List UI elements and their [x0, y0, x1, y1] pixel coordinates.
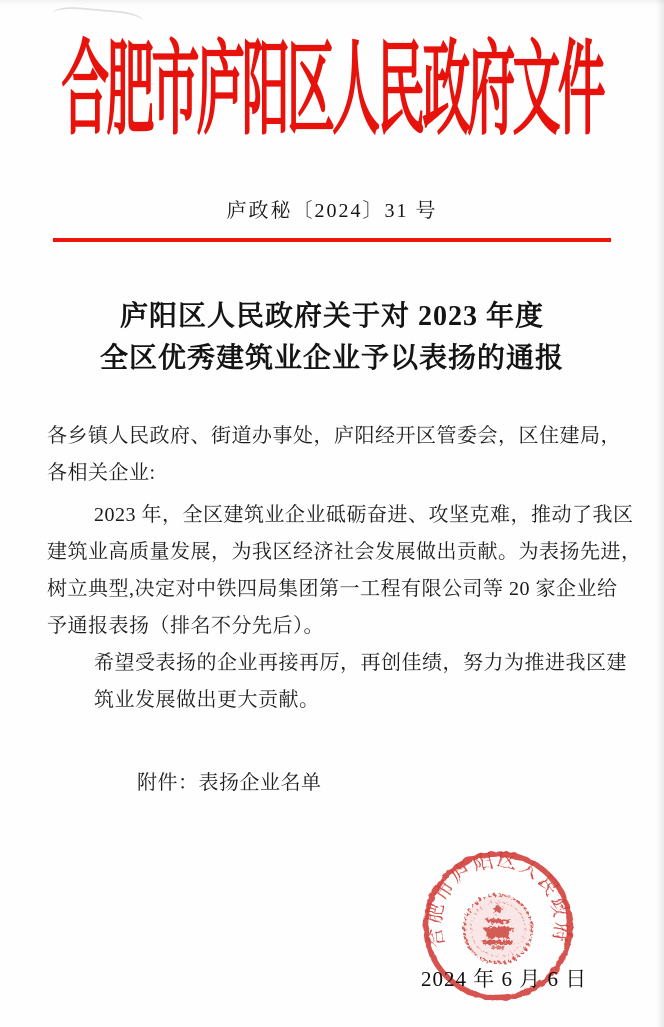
document-number: 庐政秘〔2024〕31 号 [226, 200, 438, 222]
salutation-line: 各相关企业: [47, 462, 156, 484]
salutation-line: 各乡镇人民政府、街道办事处，庐阳经开区管委会，区住建局， [47, 425, 621, 447]
document-title-line2: 全区优秀建筑业企业予以表扬的通报 [99, 343, 564, 374]
issue-date: 2024 年 6 月 6 日 [421, 967, 588, 991]
scan-edge-shading-top [0, 0, 664, 5]
letterhead [0, 26, 664, 147]
main-paragraph [47, 497, 642, 645]
scan-edge-shading-right [656, 0, 664, 1027]
closing-paragraph [47, 645, 627, 719]
official-seal [420, 848, 576, 1004]
national-emblem-icon [464, 895, 532, 963]
red-divider-rule [53, 238, 611, 242]
body-line: 筑业发展做出更大贡献。 [94, 689, 320, 711]
salutation-paragraph [47, 418, 619, 492]
body-line: 建筑业高质量发展，为我区经济社会发展做出贡献。为表扬先进， [47, 541, 642, 563]
document-body [47, 418, 642, 802]
body-line: 2023 年，全区建筑业企业砥砺奋进、攻坚克难，推动了我区 [94, 504, 634, 526]
body-line: 予通报表扬（排名不分先后）。 [47, 615, 324, 637]
document-title [0, 296, 664, 380]
body-line: 树立典型,决定对中铁四局集团第一工程有限公司等 20 家企业给 [47, 578, 618, 600]
letterhead-title: 合肥市庐阳区人民政府文件 [61, 31, 603, 147]
body-line: 希望受表扬的企业再接再厉，再创佳绩，努力为推进我区建 [94, 652, 627, 674]
attachment-note: 附件：表扬企业名单 [137, 772, 322, 794]
seal-ring-text: 合肥市庐阳区人民政府 [424, 850, 572, 950]
document-title-line1: 庐阳区人民政府关于对 2023 年度 [119, 301, 544, 332]
